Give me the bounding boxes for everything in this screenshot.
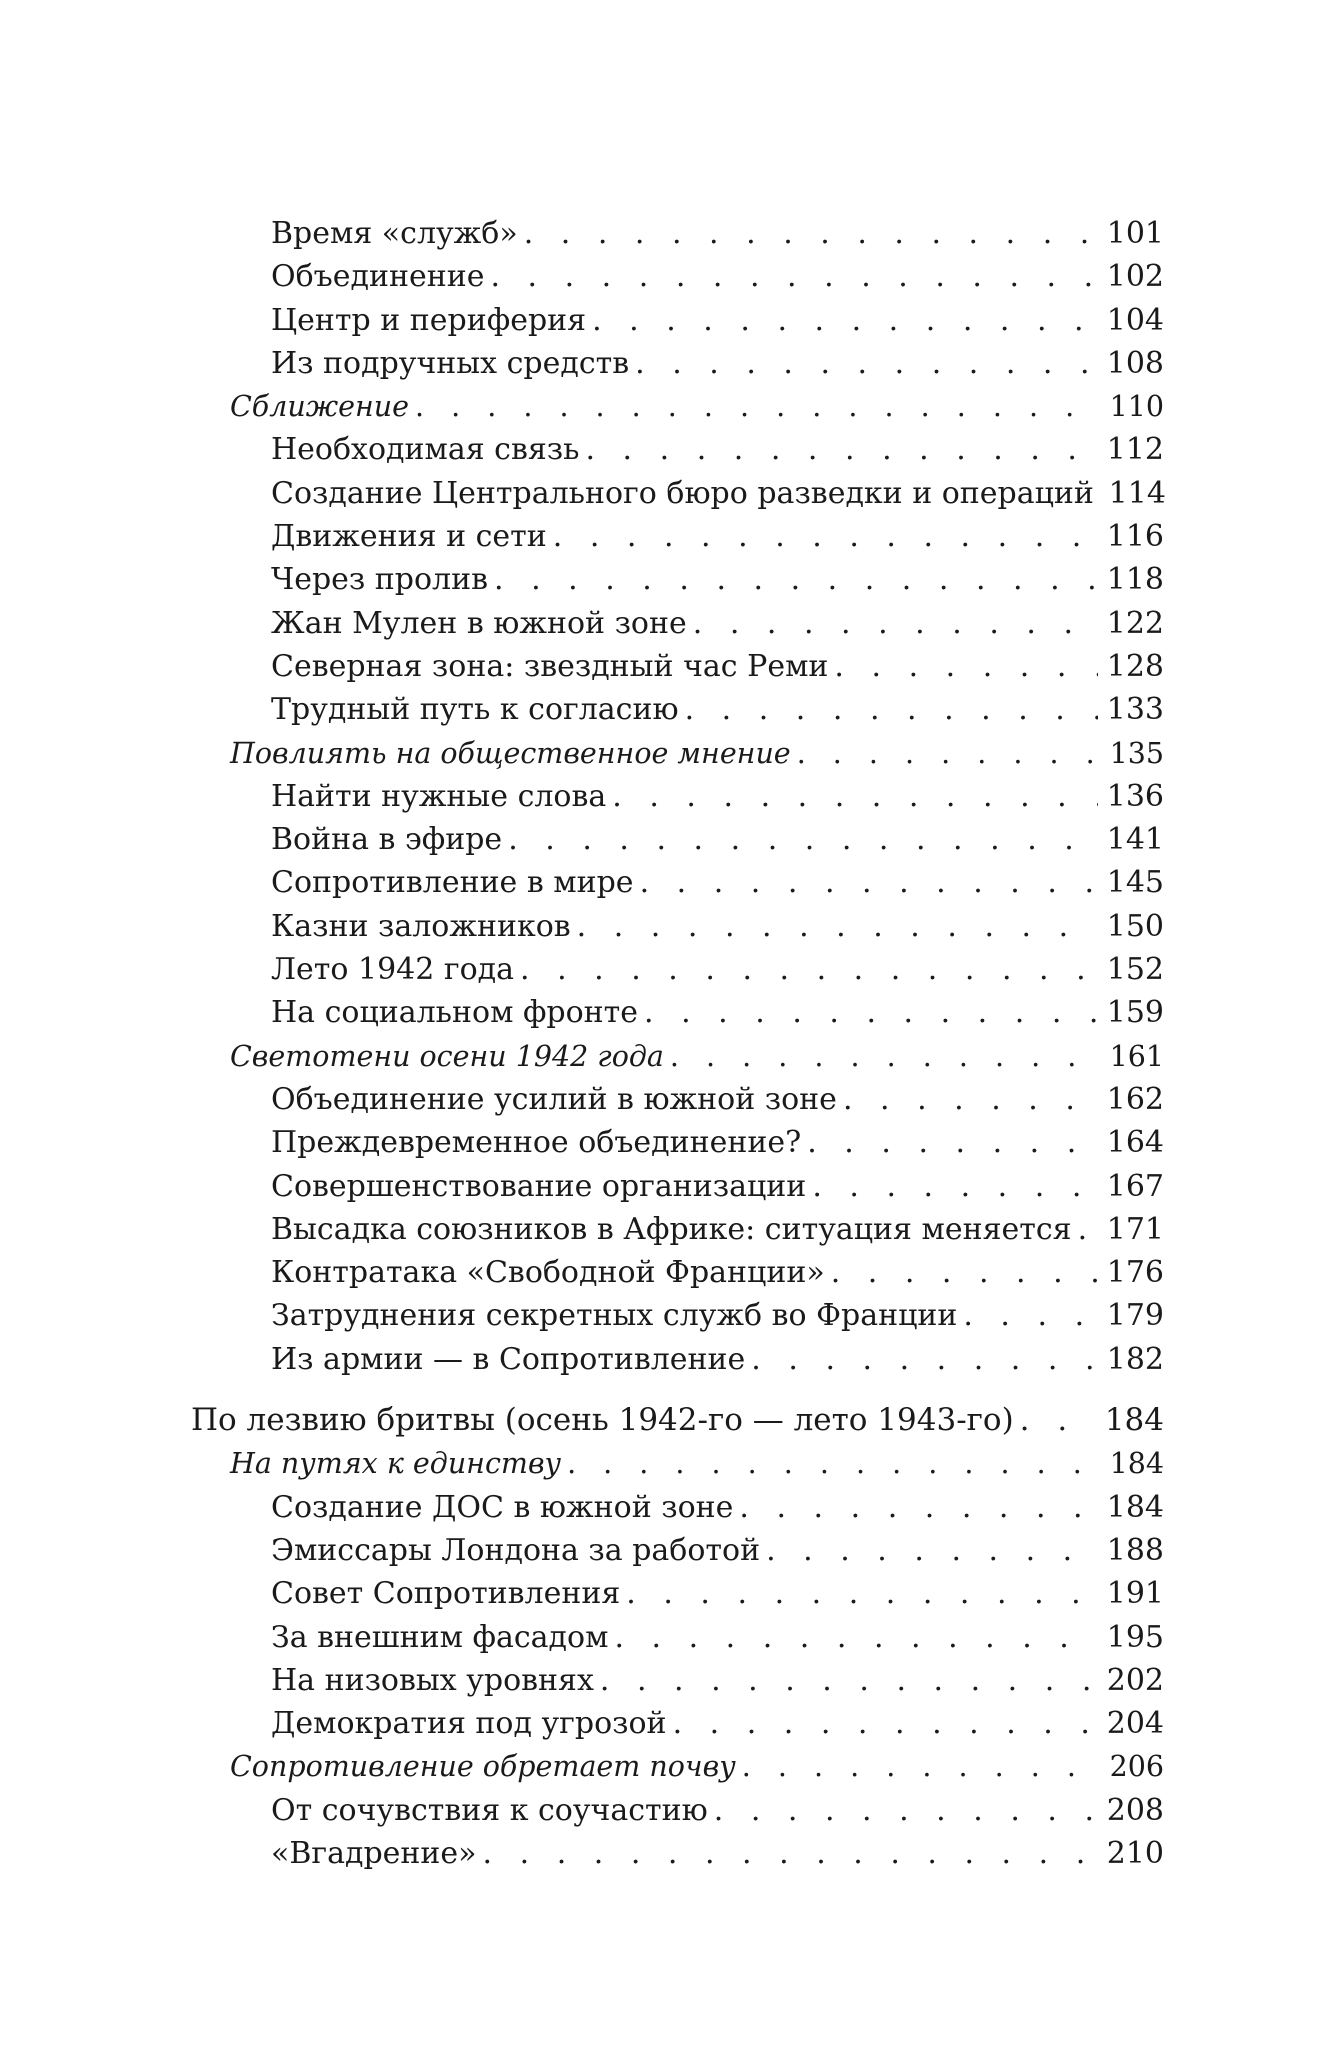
dot-leader [494,558,1098,601]
toc-entry [0,299,1334,342]
toc-entry-title: Война в эфире [271,822,503,858]
toc-entry-page: 152 [1106,952,1164,988]
toc-entry-page: 182 [1106,1341,1164,1377]
toc-section-entry [0,732,1334,775]
toc-entry-title: На низовых уровнях [271,1662,594,1698]
toc-entry-page: 184 [1109,1447,1164,1481]
toc-entry [0,818,1334,861]
toc-entry [0,428,1334,471]
toc-entry [0,645,1334,688]
dot-leader [640,861,1098,904]
toc-entry [0,688,1334,731]
toc-entry-page: 128 [1106,648,1164,684]
toc-entry-page: 150 [1106,908,1164,944]
dot-leader [751,1338,1098,1381]
dot-leader [742,1745,1098,1788]
toc-entry-title: Контратака «Свободной Франции» [271,1255,825,1291]
toc-entry-page: 184 [1106,1489,1164,1525]
toc-section-entry [0,385,1334,428]
toc-entry [0,1789,1334,1832]
dot-leader [834,645,1098,688]
toc-part-entry [0,1399,1334,1442]
toc-entry [0,515,1334,558]
toc-entry-page: 122 [1106,605,1164,641]
dot-leader [766,1529,1098,1572]
dot-leader [600,1659,1098,1702]
toc-entry-page: 136 [1106,778,1164,814]
toc-entry [0,948,1334,991]
dot-leader [483,1832,1098,1875]
dot-leader [693,602,1098,645]
dot-leader [415,385,1098,428]
dot-leader [524,212,1098,255]
dot-leader [843,1078,1098,1121]
toc-entry-page: 159 [1106,995,1164,1031]
dot-leader [508,818,1098,861]
toc-entry-page: 110 [1109,390,1164,424]
toc-entry-title: Центр и периферия [271,302,587,338]
toc-entry-page: 162 [1106,1081,1164,1117]
toc-entry [0,342,1334,385]
toc-entry [0,1078,1334,1121]
toc-section-entry [0,1035,1334,1078]
toc-entry-title: Затруднения секретных служб во Франции [271,1298,958,1334]
toc-entry-page: 135 [1109,736,1164,770]
toc-entry-page: 118 [1106,562,1164,598]
toc-entry [0,1616,1334,1659]
toc-entry-page: 101 [1106,216,1164,251]
dot-leader [635,342,1098,385]
toc-entry [0,905,1334,948]
table-of-contents [0,212,1334,1875]
toc-entry-title: Высадка союзников в Африке: ситуация меняется [271,1211,1072,1247]
toc-entry-title: Время «служб» [271,216,518,251]
toc-entry [0,1486,1334,1529]
dot-leader [831,1251,1098,1294]
toc-entry-title: Объединение [271,259,485,295]
dot-leader [612,775,1098,818]
dot-leader [520,948,1098,991]
toc-entry-page: 167 [1106,1168,1164,1204]
toc-section-title: Светотени осени 1942 года [230,1039,664,1073]
toc-entry [0,1208,1334,1251]
toc-entry-title: Создание Центрального бюро разведки и операций [271,475,1094,511]
toc-section-title: На путях к единству [230,1447,562,1481]
toc-entry [0,558,1334,601]
toc-entry-page: 161 [1109,1039,1164,1073]
toc-entry [0,1832,1334,1875]
toc-section-title: Сопротивление обретает почву [230,1750,736,1784]
toc-entry-page: 112 [1106,432,1164,468]
toc-entry-title: Совершенствование организации [271,1168,807,1204]
toc-entry-page: 104 [1106,302,1164,338]
toc-section-entry [0,1745,1334,1788]
toc-entry [0,1338,1334,1381]
toc-entry [0,1251,1334,1294]
toc-entry-page: 116 [1106,519,1164,555]
toc-part-title: По лезвию бритвы (осень 1942-го — лето 1943-го) [191,1402,1014,1439]
toc-entry-page: 133 [1106,692,1164,728]
toc-entry-title: Найти нужные слова [271,778,607,814]
toc-entry-title: Демократия под угрозой [271,1706,667,1742]
toc-entry-page: 108 [1106,345,1164,381]
toc-entry-title: «Вгадрение» [271,1835,477,1871]
toc-section-title: Сближение [230,390,409,424]
toc-entry-title: Объединение усилий в южной зоне [271,1081,837,1117]
toc-entry-page: 210 [1106,1835,1164,1871]
toc-entry [0,1572,1334,1615]
toc-entry-page: 184 [1104,1402,1164,1439]
dot-leader [644,991,1098,1034]
toc-entry-page: 171 [1106,1211,1164,1247]
toc-entry [0,775,1334,818]
toc-entry-page: 202 [1106,1662,1164,1698]
toc-entry-title: Казни заложников [271,908,571,944]
toc-entry [0,212,1334,255]
toc-entry [0,602,1334,645]
dot-leader [812,1165,1098,1208]
toc-entry [0,1121,1334,1164]
dot-leader [1020,1399,1098,1442]
toc-entry-page: 114 [1108,475,1166,511]
toc-entry-title: Преждевременное объединение? [271,1125,802,1161]
dot-leader [553,515,1098,558]
dot-leader [567,1442,1098,1485]
toc-entry-title: Трудный путь к согласию [271,692,679,728]
dot-leader [963,1294,1098,1337]
toc-entry-page: 206 [1109,1750,1164,1784]
dot-leader [614,1616,1098,1659]
toc-entry-title: Эмиссары Лондона за работой [271,1532,761,1568]
toc-entry-title: За внешним фасадом [271,1619,609,1655]
toc-entry-page: 176 [1106,1255,1164,1291]
dot-leader [673,1702,1098,1745]
toc-entry-page: 191 [1106,1576,1164,1612]
dot-leader [626,1572,1098,1615]
toc-entry-page: 164 [1106,1125,1164,1161]
toc-section-title: Повлиять на общественное мнение [230,736,791,770]
toc-entry-title: Создание ДОС в южной зоне [271,1489,734,1525]
toc-entry [0,472,1334,515]
toc-entry-title: Жан Мулен в южной зоне [271,605,687,641]
toc-entry [0,1165,1334,1208]
dot-leader [1078,1208,1098,1251]
toc-entry-title: Через пролив [271,562,489,598]
toc-entry-title: Лето 1942 года [271,952,515,988]
toc-entry [0,1529,1334,1572]
toc-entry-title: Движения и сети [271,519,547,555]
toc-entry [0,1294,1334,1337]
dot-leader [714,1789,1098,1832]
toc-entry-page: 179 [1106,1298,1164,1334]
toc-entry [0,255,1334,298]
dot-leader [490,255,1098,298]
dot-leader [577,905,1098,948]
toc-entry [0,1659,1334,1702]
toc-entry-page: 195 [1106,1619,1164,1655]
toc-entry-title: От сочувствия к соучастию [271,1792,708,1828]
dot-leader [797,732,1098,775]
toc-entry-title: Необходимая связь [271,432,580,468]
toc-entry-page: 145 [1106,865,1164,901]
dot-leader [592,299,1098,342]
toc-entry-title: Северная зона: звездный час Реми [271,648,829,684]
toc-entry [0,1702,1334,1745]
toc-entry-title: На социальном фронте [271,995,639,1031]
toc-entry [0,991,1334,1034]
toc-entry-page: 102 [1106,259,1164,295]
toc-entry-title: Сопротивление в мире [271,865,634,901]
dot-leader [739,1486,1098,1529]
toc-entry-page: 208 [1106,1792,1164,1828]
dot-leader [670,1035,1098,1078]
toc-entry-title: Совет Сопротивления [271,1576,621,1612]
toc-entry-page: 141 [1106,822,1164,858]
toc-entry [0,861,1334,904]
toc-entry-title: Из подручных средств [271,345,630,381]
toc-entry-title: Из армии — в Сопротивление [271,1341,746,1377]
dot-leader [585,428,1098,471]
toc-section-entry [0,1442,1334,1485]
toc-entry-page: 204 [1106,1706,1164,1742]
toc-entry-page: 188 [1106,1532,1164,1568]
dot-leader [685,688,1098,731]
dot-leader [807,1121,1098,1164]
